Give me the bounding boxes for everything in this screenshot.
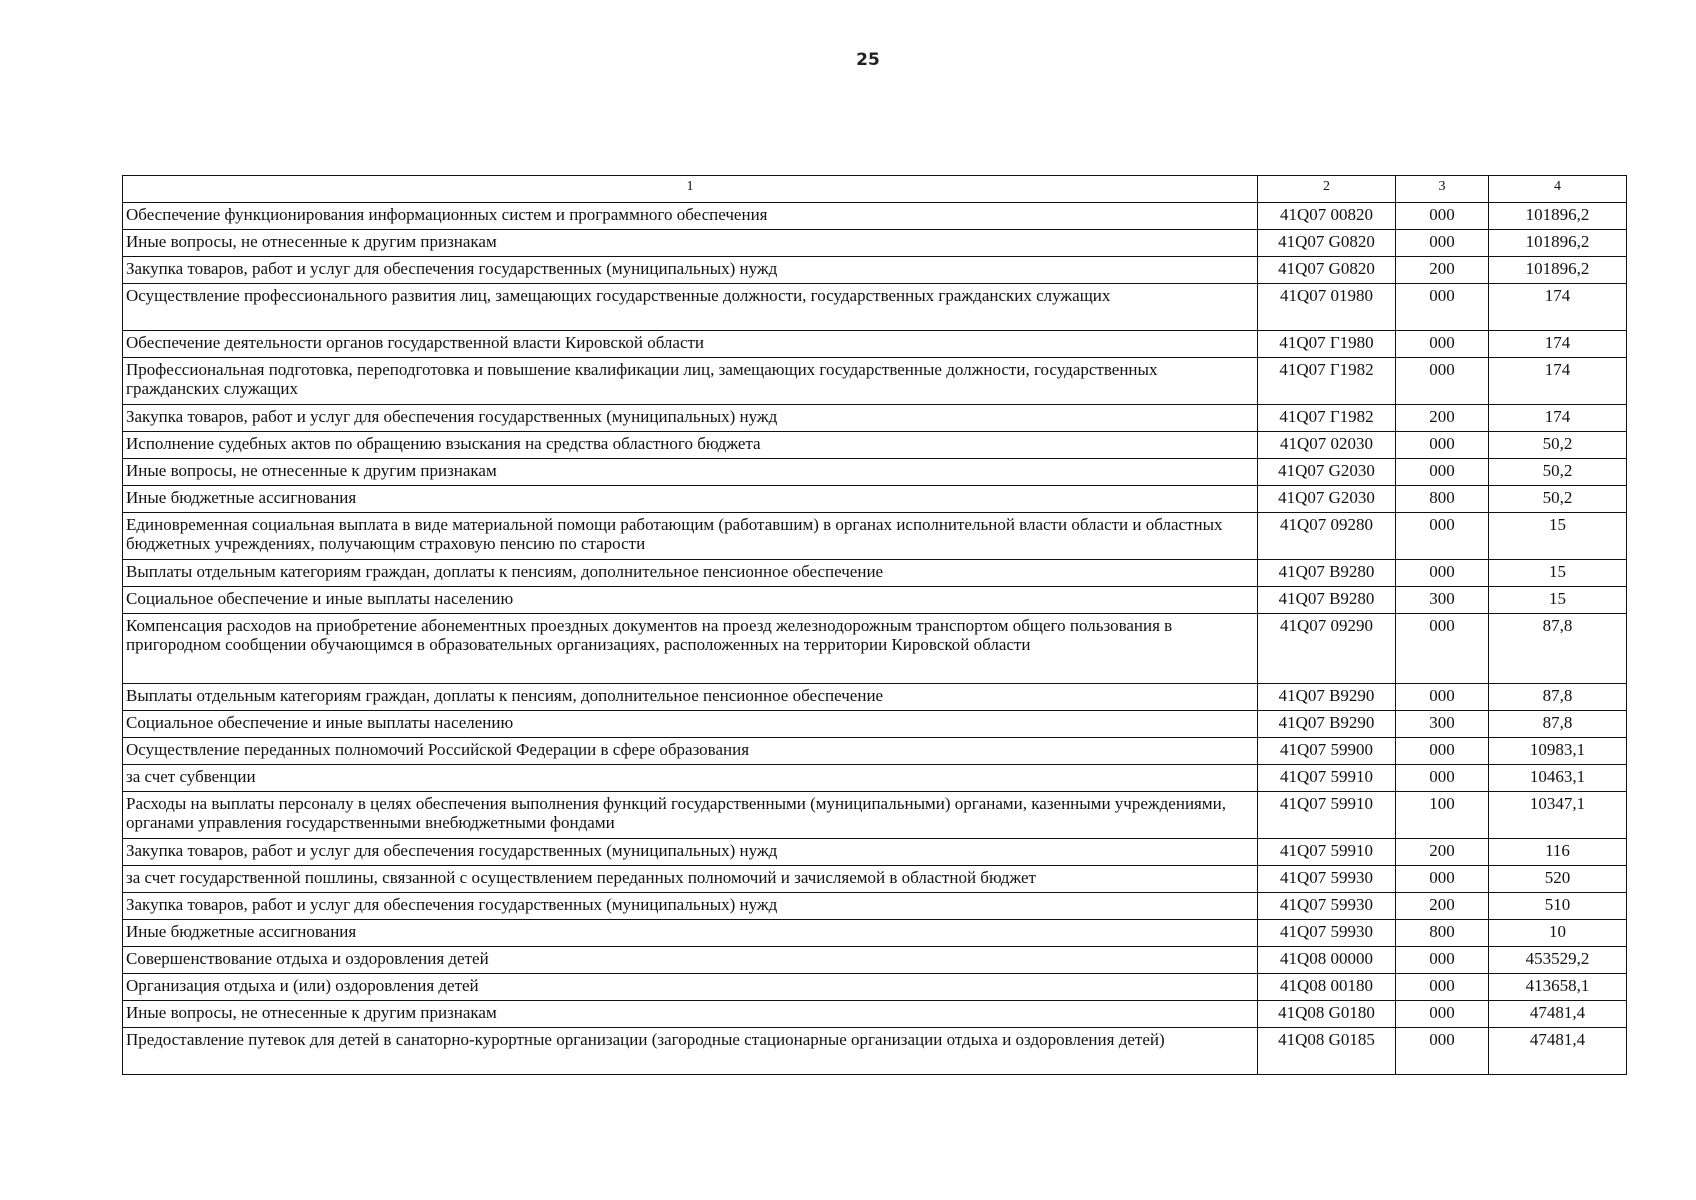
row-type-cell: 800: [1396, 486, 1489, 513]
row-type-cell: 800: [1396, 920, 1489, 947]
row-name-cell: Закупка товаров, работ и услуг для обеспечения государственных (муниципальных) нужд: [123, 257, 1258, 284]
row-type-cell: 000: [1396, 432, 1489, 459]
row-code-cell: 41Q07 02030: [1258, 432, 1396, 459]
table-row: [123, 893, 1627, 920]
row-amount-cell: 50,2: [1489, 432, 1627, 459]
row-type-cell: 000: [1396, 284, 1489, 331]
row-name-cell: Закупка товаров, работ и услуг для обеспечения государственных (муниципальных) нужд: [123, 893, 1258, 920]
table-row: [123, 974, 1627, 1001]
row-amount-cell: 116: [1489, 839, 1627, 866]
row-name-cell: Иные вопросы, не отнесенные к другим признакам: [123, 1001, 1258, 1028]
row-name-cell: Закупка товаров, работ и услуг для обеспечения государственных (муниципальных) нужд: [123, 405, 1258, 432]
table-row: [123, 738, 1627, 765]
row-amount-cell: 101896,2: [1489, 203, 1627, 230]
row-type-cell: 200: [1396, 893, 1489, 920]
row-type-cell: 000: [1396, 459, 1489, 486]
row-code-cell: 41Q07 59910: [1258, 765, 1396, 792]
row-name-cell: Закупка товаров, работ и услуг для обеспечения государственных (муниципальных) нужд: [123, 839, 1258, 866]
header-col-1: 1: [123, 176, 1258, 203]
row-code-cell: 41Q07 01980: [1258, 284, 1396, 331]
row-amount-cell: 510: [1489, 893, 1627, 920]
row-type-cell: 000: [1396, 230, 1489, 257]
row-type-cell: 200: [1396, 405, 1489, 432]
row-name-cell: Иные вопросы, не отнесенные к другим признакам: [123, 230, 1258, 257]
row-amount-cell: 10983,1: [1489, 738, 1627, 765]
row-amount-cell: 15: [1489, 513, 1627, 560]
table-row: [123, 684, 1627, 711]
row-name-cell: Профессиональная подготовка, переподготовка и повышение квалификации лиц, замещающих государственные должности, государственных гражданских служащих: [123, 358, 1258, 405]
page-number: 25: [856, 50, 880, 70]
table-row: [123, 920, 1627, 947]
row-amount-cell: 174: [1489, 284, 1627, 331]
row-code-cell: 41Q08 00180: [1258, 974, 1396, 1001]
row-amount-cell: 101896,2: [1489, 257, 1627, 284]
table-row: [123, 866, 1627, 893]
row-amount-cell: 101896,2: [1489, 230, 1627, 257]
row-amount-cell: 15: [1489, 560, 1627, 587]
table-row: [123, 839, 1627, 866]
row-name-cell: Компенсация расходов на приобретение абонементных проездных документов на проезд железнодорожным транспортом общего пользования в пригородном сообщении обучающимся в образовательных организациях, расположенных на территории Кировской области: [123, 614, 1258, 684]
table-row: [123, 284, 1627, 331]
row-code-cell: 41Q07 B9290: [1258, 711, 1396, 738]
table-row: [123, 560, 1627, 587]
table-row: [123, 459, 1627, 486]
row-name-cell: Исполнение судебных актов по обращению взыскания на средства областного бюджета: [123, 432, 1258, 459]
row-code-cell: 41Q07 59930: [1258, 893, 1396, 920]
table-row: [123, 257, 1627, 284]
row-code-cell: 41Q07 09280: [1258, 513, 1396, 560]
row-name-cell: Обеспечение функционирования информационных систем и программного обеспечения: [123, 203, 1258, 230]
row-amount-cell: 87,8: [1489, 684, 1627, 711]
row-code-cell: 41Q07 59930: [1258, 866, 1396, 893]
row-type-cell: 000: [1396, 947, 1489, 974]
row-name-cell: Социальное обеспечение и иные выплаты населению: [123, 711, 1258, 738]
row-type-cell: 000: [1396, 614, 1489, 684]
row-code-cell: 41Q07 G2030: [1258, 486, 1396, 513]
row-code-cell: 41Q07 59910: [1258, 839, 1396, 866]
row-amount-cell: 10463,1: [1489, 765, 1627, 792]
row-amount-cell: 87,8: [1489, 614, 1627, 684]
row-code-cell: 41Q07 09290: [1258, 614, 1396, 684]
header-col-4: 4: [1489, 176, 1627, 203]
header-col-2: 2: [1258, 176, 1396, 203]
row-code-cell: 41Q07 59900: [1258, 738, 1396, 765]
row-amount-cell: 10: [1489, 920, 1627, 947]
row-type-cell: 000: [1396, 331, 1489, 358]
row-type-cell: 000: [1396, 560, 1489, 587]
row-amount-cell: 174: [1489, 331, 1627, 358]
row-amount-cell: 520: [1489, 866, 1627, 893]
row-name-cell: Выплаты отдельным категориям граждан, доплаты к пенсиям, дополнительное пенсионное обеспечение: [123, 684, 1258, 711]
row-amount-cell: 50,2: [1489, 459, 1627, 486]
row-name-cell: Социальное обеспечение и иные выплаты населению: [123, 587, 1258, 614]
row-amount-cell: 413658,1: [1489, 974, 1627, 1001]
row-code-cell: 41Q07 59930: [1258, 920, 1396, 947]
row-name-cell: Организация отдыха и (или) оздоровления детей: [123, 974, 1258, 1001]
header-col-3: 3: [1396, 176, 1489, 203]
row-type-cell: 300: [1396, 587, 1489, 614]
row-code-cell: 41Q07 B9290: [1258, 684, 1396, 711]
table-row: [123, 230, 1627, 257]
row-amount-cell: 87,8: [1489, 711, 1627, 738]
table-row: [123, 331, 1627, 358]
row-type-cell: 000: [1396, 203, 1489, 230]
table-row: [123, 486, 1627, 513]
row-name-cell: Осуществление переданных полномочий Российской Федерации в сфере образования: [123, 738, 1258, 765]
row-name-cell: Единовременная социальная выплата в виде материальной помощи работающим (работавшим) в органах исполнительной власти области и областных бюджетных учреждениях, получающим страховую пенсию по старости: [123, 513, 1258, 560]
table-row: [123, 405, 1627, 432]
row-code-cell: 41Q07 59910: [1258, 792, 1396, 839]
table-row: [123, 203, 1627, 230]
row-type-cell: 200: [1396, 839, 1489, 866]
row-amount-cell: 10347,1: [1489, 792, 1627, 839]
table-row: [123, 358, 1627, 405]
row-code-cell: 41Q07 G2030: [1258, 459, 1396, 486]
row-code-cell: 41Q07 Г1980: [1258, 331, 1396, 358]
row-type-cell: 300: [1396, 711, 1489, 738]
row-type-cell: 000: [1396, 513, 1489, 560]
budget-table: [122, 175, 1627, 1075]
row-type-cell: 000: [1396, 358, 1489, 405]
row-code-cell: 41Q08 G0180: [1258, 1001, 1396, 1028]
row-code-cell: 41Q07 00820: [1258, 203, 1396, 230]
row-amount-cell: 15: [1489, 587, 1627, 614]
table-header-row: [123, 176, 1627, 203]
row-type-cell: 000: [1396, 738, 1489, 765]
table-row: [123, 765, 1627, 792]
row-name-cell: Иные бюджетные ассигнования: [123, 920, 1258, 947]
row-amount-cell: 50,2: [1489, 486, 1627, 513]
row-name-cell: за счет субвенции: [123, 765, 1258, 792]
row-code-cell: 41Q07 Г1982: [1258, 405, 1396, 432]
table-row: [123, 432, 1627, 459]
row-name-cell: Осуществление профессионального развития лиц, замещающих государственные должности, государственных гражданских служащих: [123, 284, 1258, 331]
row-type-cell: 100: [1396, 792, 1489, 839]
row-name-cell: Выплаты отдельным категориям граждан, доплаты к пенсиям, дополнительное пенсионное обеспечение: [123, 560, 1258, 587]
row-type-cell: 000: [1396, 765, 1489, 792]
row-name-cell: за счет государственной пошлины, связанной с осуществлением переданных полномочий и зачисляемой в областной бюджет: [123, 866, 1258, 893]
row-amount-cell: 47481,4: [1489, 1001, 1627, 1028]
row-code-cell: 41Q07 B9280: [1258, 587, 1396, 614]
table-row: [123, 587, 1627, 614]
row-type-cell: 200: [1396, 257, 1489, 284]
table-row: [123, 1028, 1627, 1075]
table-row: [123, 614, 1627, 684]
row-amount-cell: 47481,4: [1489, 1028, 1627, 1075]
row-code-cell: 41Q07 Г1982: [1258, 358, 1396, 405]
row-code-cell: 41Q07 G0820: [1258, 230, 1396, 257]
row-code-cell: 41Q07 G0820: [1258, 257, 1396, 284]
table-row: [123, 1001, 1627, 1028]
row-type-cell: 000: [1396, 866, 1489, 893]
row-type-cell: 000: [1396, 1001, 1489, 1028]
row-name-cell: Совершенствование отдыха и оздоровления детей: [123, 947, 1258, 974]
row-amount-cell: 174: [1489, 358, 1627, 405]
row-code-cell: 41Q07 B9280: [1258, 560, 1396, 587]
row-name-cell: Иные бюджетные ассигнования: [123, 486, 1258, 513]
row-name-cell: Предоставление путевок для детей в санаторно-курортные организации (загородные стационарные организации отдыха и оздоровления детей): [123, 1028, 1258, 1075]
row-amount-cell: 174: [1489, 405, 1627, 432]
row-amount-cell: 453529,2: [1489, 947, 1627, 974]
row-code-cell: 41Q08 00000: [1258, 947, 1396, 974]
table-row: [123, 513, 1627, 560]
table-row: [123, 711, 1627, 738]
table-row: [123, 947, 1627, 974]
table-row: [123, 792, 1627, 839]
row-code-cell: 41Q08 G0185: [1258, 1028, 1396, 1075]
row-name-cell: Иные вопросы, не отнесенные к другим признакам: [123, 459, 1258, 486]
row-name-cell: Расходы на выплаты персоналу в целях обеспечения выполнения функций государственными (муниципальными) органами, казенными учреждениями, органами управления государственными внебюджетными фондами: [123, 792, 1258, 839]
row-type-cell: 000: [1396, 1028, 1489, 1075]
row-type-cell: 000: [1396, 974, 1489, 1001]
row-type-cell: 000: [1396, 684, 1489, 711]
row-name-cell: Обеспечение деятельности органов государственной власти Кировской области: [123, 331, 1258, 358]
